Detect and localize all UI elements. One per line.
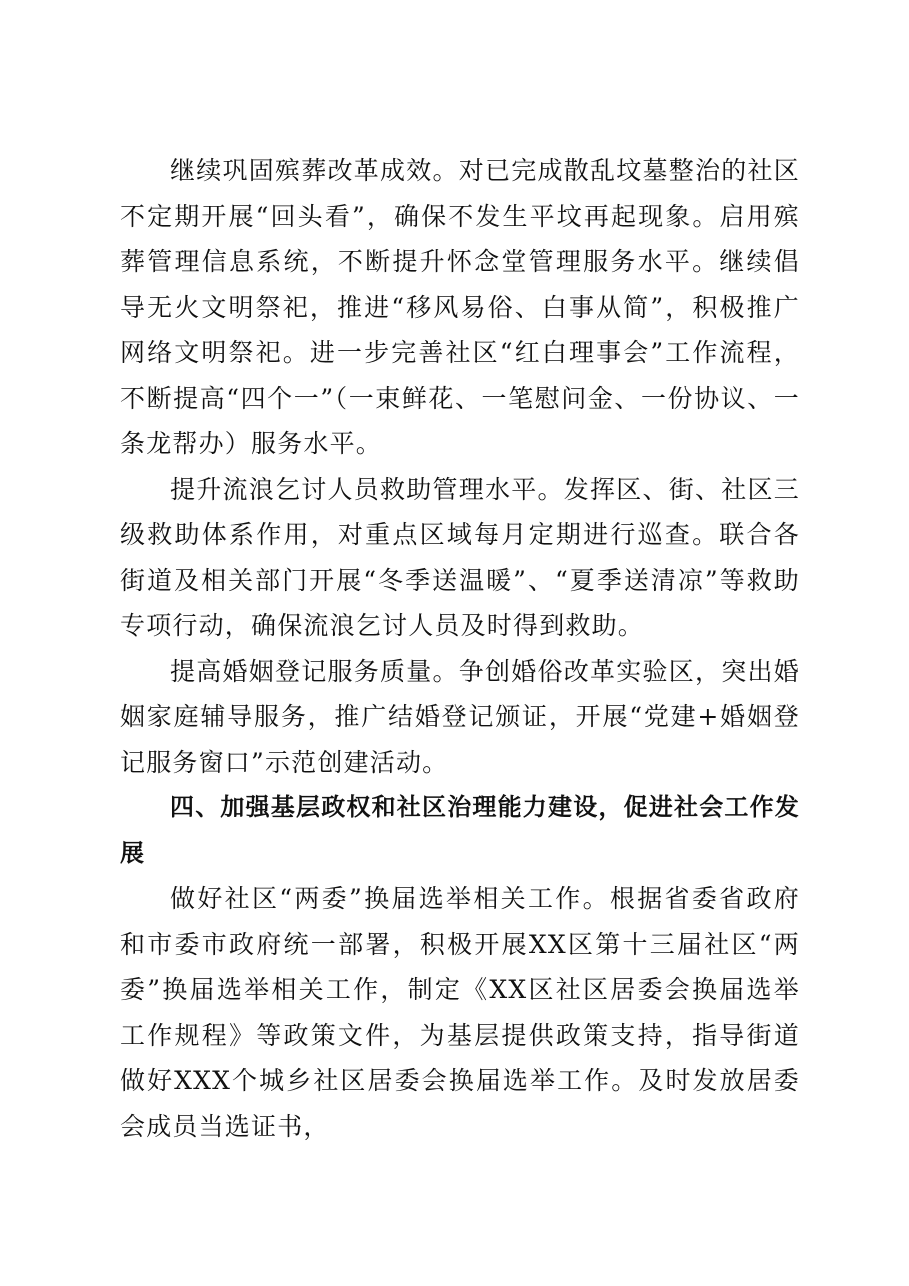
paragraph-vagrant-relief [120, 467, 800, 649]
paragraph-text: 根据省委省政府和市委市政府统一部署，积极开展XX区第十三届社区“两委”换届选举相关工作，制定《XX区社区居委会换届选举工作规程》等政策文件，为基层提供政策支持，指导街道做好XXX个城乡社区居委会换届选举工作。及时发放居委会成员当选证书， [120, 884, 800, 1141]
paragraph-lead: 做好社区“两委”换届选举相关工作。 [170, 884, 610, 913]
paragraph-text: 发挥区、街、社区三级救助体系作用，对重点区域每月定期进行巡查。联合各街道及相关部门开展“冬季送温暖”、“夏季送清凉”等救助专项行动，确保流浪乞讨人员及时得到救助。 [120, 474, 800, 640]
paragraph-lead: 提升流浪乞讨人员救助管理水平。 [170, 474, 564, 504]
paragraph-community-election [120, 876, 800, 1149]
paragraph-funeral-reform [120, 148, 800, 467]
paragraph-lead: 提高婚姻登记服务质量。 [170, 656, 459, 686]
paragraph-text: 对已完成散乱坟墓整治的社区不定期开展“回头看”，确保不发生平坟再起现象。启用殡葬管理信息系统，不断提升怀念堂管理服务水平。继续倡导无火文明祭祀，推进“移风易俗、白事从简”，积极推广网络文明祭祀。进一步完善社区“红白理事会”工作流程，不断提高“四个一”（一束鲜花、一笔慰问金、一份协议、一条龙帮办）服务水平。 [120, 156, 801, 458]
paragraph-lead: 继续巩固殡葬改革成效。 [170, 156, 459, 185]
section-heading: 四、加强基层政权和社区治理能力建设，促进社会工作发展 [120, 793, 800, 867]
paragraph-text: 争创婚俗改革实验区，突出婚姻家庭辅导服务，推广结婚登记颁证，开展“党建+婚姻登记服务窗口”示范创建活动。 [120, 656, 801, 777]
document-body [120, 148, 800, 1149]
paragraph-marriage-registration [120, 649, 800, 786]
